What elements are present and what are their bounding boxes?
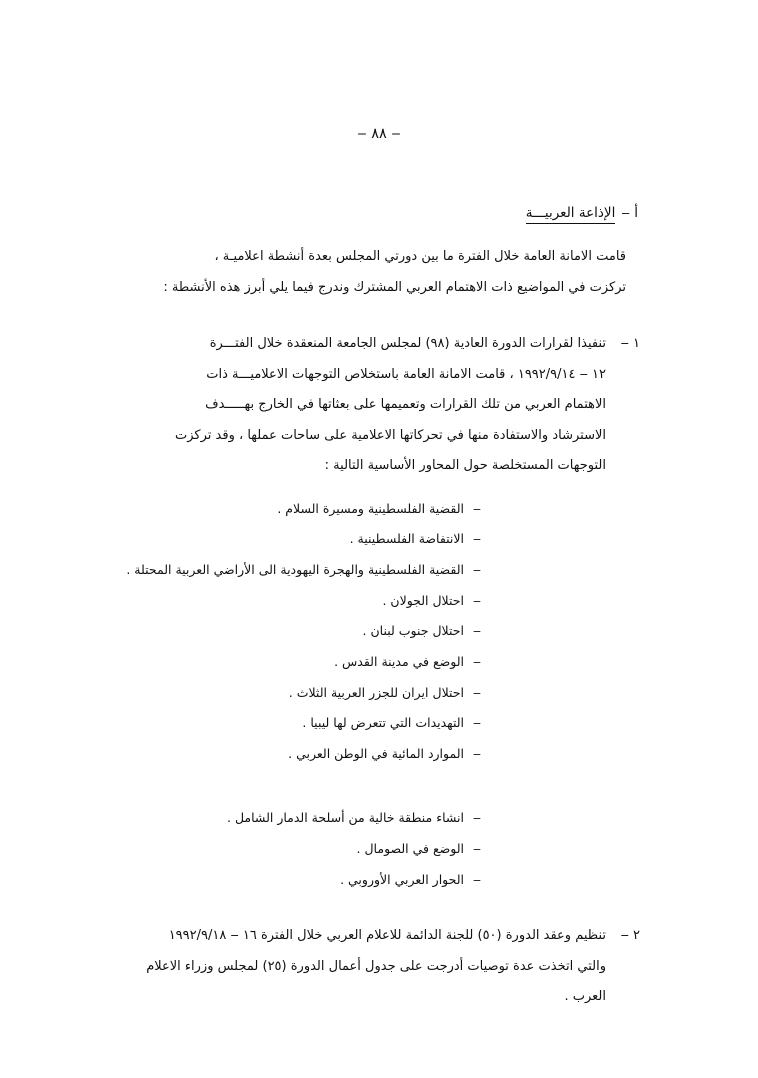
bullet-dash-icon: ‒ xyxy=(473,841,481,857)
bullet-dash-icon: ‒ xyxy=(473,715,481,731)
section-marker: أ ‒ xyxy=(621,205,638,221)
list-item-label: احتلال الجولان . xyxy=(382,592,464,608)
list-item-label: الانتفاضة الفلسطينية . xyxy=(349,531,464,547)
list-item-label: الوضع في الصومال . xyxy=(356,841,464,857)
list-item-label: الموارد المائية في الوطن العربي . xyxy=(288,745,464,761)
item-1-line-3: الاهتمام العربي من تلك القرارات وتعميمها على بعثاتها في الخارج بهـــــدف xyxy=(205,397,606,413)
item-1-line-2: ١٢ ‒ ١٩٩٢/٩/١٤ ، قامت الامانة العامة باستخلاص التوجهات الاعلاميـــة ذات xyxy=(206,366,606,382)
bullet-dash-icon: ‒ xyxy=(473,810,481,826)
list-item-label: احتلال ايران للجزر العربية الثلاث . xyxy=(288,684,464,700)
bullet-dash-icon: ‒ xyxy=(473,871,481,887)
bullet-list-two xyxy=(110,803,640,895)
item-1-number: ١ ‒ xyxy=(620,336,640,352)
numbered-item-1 xyxy=(110,329,640,482)
list-item-label: التهديدات التي تتعرض لها ليبيا . xyxy=(302,715,464,731)
item-1-body xyxy=(110,329,606,482)
list-item xyxy=(110,616,640,647)
list-item xyxy=(110,708,640,739)
list-item xyxy=(110,586,640,617)
page-number: ‒ ٨٨ ‒ xyxy=(357,126,401,142)
list-item xyxy=(110,834,640,865)
bullet-dash-icon: ‒ xyxy=(473,745,481,761)
bullet-dash-icon: ‒ xyxy=(473,500,481,516)
item-1-line-1: تنفيذا لقرارات الدورة العادية (٩٨) لمجلس الجامعة المنعقدة خلال الفتـــرة xyxy=(209,336,606,352)
list-item-label: القضية الفلسطينية ومسيرة السلام . xyxy=(277,500,464,516)
list-item xyxy=(110,524,640,555)
bullet-dash-icon: ‒ xyxy=(473,562,481,578)
item-1-line-5: التوجهات المستخلصة حول المحاور الأساسية التالية : xyxy=(324,458,606,474)
section-heading xyxy=(110,205,640,224)
intro-line-1: قامت الامانة العامة خلال الفترة ما بين دورتي المجلس بعدة أنشطة اعلاميـة ، xyxy=(214,249,626,264)
bullet-dash-icon: ‒ xyxy=(473,623,481,639)
bullet-dash-icon: ‒ xyxy=(473,592,481,608)
list-item xyxy=(110,678,640,709)
list-item-label: الوضع في مدينة القدس . xyxy=(334,653,464,669)
intro-line-2: تركزت في المواضيع ذات الاهتمام العربي المشترك وندرج فيما يلي أبرز هذه الأنشطة : xyxy=(163,279,626,295)
list-item-label: انشاء منطقة خالية من أسلحة الدمار الشامل . xyxy=(227,810,464,826)
list-item xyxy=(110,647,640,678)
item-2-line-1: تنظيم وعقد الدورة (٥٠) للجنة الدائمة للاعلام العربي خلال الفترة ١٦ ‒ ١٩٩٢/٩/١٨ xyxy=(168,928,606,944)
bullet-dash-icon: ‒ xyxy=(473,684,481,700)
list-item-label: الحوار العربي الأوروبي . xyxy=(340,871,464,887)
item-1-line-4: الاسترشاد والاستفادة منها في تحركاتها الاعلامية على ساحات عملها ، وقد تركزت xyxy=(175,427,606,443)
list-item xyxy=(110,494,640,525)
item-2-number: ٢ ‒ xyxy=(620,928,640,944)
numbered-item-2 xyxy=(110,921,640,1013)
list-item xyxy=(110,803,640,834)
section-title: الإذاعة العربيـــة xyxy=(526,205,616,224)
list-item xyxy=(110,555,640,586)
list-item-label: احتلال جنوب لبنان . xyxy=(362,623,464,639)
list-item-label: القضية الفلسطينية والهجرة اليهودية الى الأراضي العربية المحتلة . xyxy=(126,562,464,578)
item-2-line-3: العرب . xyxy=(564,989,606,1005)
bullet-list-one xyxy=(110,494,640,770)
list-item xyxy=(110,865,640,896)
bullet-dash-icon: ‒ xyxy=(473,653,481,669)
item-2-body xyxy=(110,921,606,1013)
list-item xyxy=(110,739,640,770)
intro-paragraph xyxy=(110,242,640,303)
bullet-dash-icon: ‒ xyxy=(473,531,481,547)
item-2-line-2: والتي اتخذت عدة توصيات أدرجت على جدول أعمال الدورة (٢٥) لمجلس وزراء الاعلام xyxy=(146,958,606,974)
page-content xyxy=(110,205,640,1013)
